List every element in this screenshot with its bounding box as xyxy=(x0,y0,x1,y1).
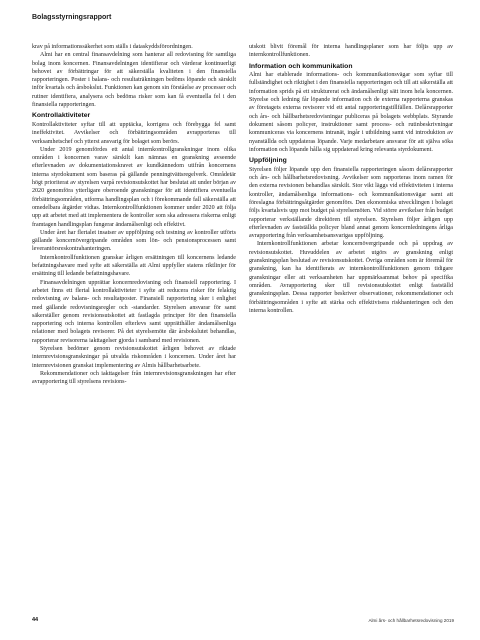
left-column xyxy=(32,43,236,603)
body-paragraph: Kontrollaktiviteter syftar till att upptäcka, korrigera och förebygga fel samt ineffektivitet. Avvikelser och förbättringsområden avrapporteras till verksamhetschef och ytterst ansvarig för bolaget som berörs. xyxy=(32,121,236,145)
body-paragraph: Internkontrollfunktionen arbetar koncernövergripande och på uppdrag av revisionsutskottet. Huvuddelen av arbetet utgörs av granskning enligt granskningsplan beslutad av revisionsutskottet. Övriga områden som är föremål för granskning, kan ha identifierats av internkontrollfunktionen genom tidigare granskningar eller att verksamheten har uppmärksammat behov på specifika områden. Avrapportering sker till revisionsutskottet enligt fastställd granskningsplan. Dessa rapporter beskriver observationer, rekommendationer och förbättringsområden i syfte att stärka och effektivisera riskhanteringen och den interna kontrollen. xyxy=(249,241,453,314)
section-heading: Uppföljning xyxy=(249,157,287,165)
body-paragraph: Almi har en central finansavdelning som hanterar all redovisning för samtliga bolag inom koncernen. Finansavdelningen identifierar och värderar kontinuerligt behovet av förbättringar för att säkerställa kvaliteten i den finansiella rapporteringen. Poster i balans- och resultaträkningen bedöms löpande och särskilt inför kvartals och årsbokslut. Funktionen kan genom sin förståelse av processer och rutiner identifiera, analysera och bedöma risker som kan få eventuella fel i den finansiella rapporteringen. xyxy=(32,52,236,109)
body-paragraph: Under året har flertalet insatser av uppföljning och testning av kontroller utförts gällande koncernövergripande områden som lön- och pensionsprocessen samt leverantörsreskontrahanteringen. xyxy=(32,229,236,253)
footer-publication-title: Almi års- och hållbarhetsredovisning 2019 xyxy=(368,618,454,623)
page-number: 44 xyxy=(32,617,39,623)
body-paragraph: Finansavdelningen upprättar koncernredovisning och finansiell rapportering. I arbetet finns ett flertal kontrollaktiviteter i syfte att reducera risker för felaktig redovisning av balans- och resultatposter. Finansiell rapportering sker i enlighet med gällande redovisningsregler och -standarder. Styrelsen ansvarar för samt säkerställer genom revisionsutskottet att fastlagda principer för den finansiella rapportering och interna kontrollen efterlevs samt upprätthåller ändamålsenliga relationer med bolagets revisorer. På det styrelsemöte där årsbokslutet behandlas, rapporterar revisorerna iakttagelser gjorda i samband med revisionen. xyxy=(32,279,236,344)
body-columns xyxy=(32,43,453,603)
body-paragraph: Styrelsen bedömer genom revisionsutskottet årligen behovet av riktade internrevisionsgranskningar på utvalda riskområden i koncernen. Under året har internrevisionen granskat implementering av Almis hållbarhetsarbete. xyxy=(32,345,236,369)
right-column xyxy=(249,43,453,603)
body-paragraph: Under 2019 genomfördes ett antal internkontrollgranskningar inom olika områden i koncernen varav särskilt kan nämnas en granskning avseende efterlevnaden av dokumentationskravet av kundkännedom utifrån koncernens interna styrdokument som baseras på gällande penningtvättsregelverk. Områdetär högt prioriterat av styrelsen varpå revisionsutskottet har beslutat att under början av 2020 genomföra ytterligare oberoende granskningar för att identifiera eventuella förbättringsområden, utforma handlingsplan och i förekommande fall säkerställa att omedelbara åtgärder vidtas. Internkontrollfunktionen kommer under 2020 att följa upp att arbetet med att implementera de kontroller som ska adressera riskerna enligt framtagen handlingsplan fungerar ändamålsenligt och effektivt. xyxy=(32,146,236,228)
body-paragraph: utskott blivit föremål för interna handlingsplaner som har följts upp av internkontrollfunktionen. xyxy=(249,44,453,59)
running-header: Bolagsstyrningsrapport xyxy=(32,14,112,21)
body-paragraph: Almi har etablerade informations- och kommunikationsvägar som syftar till fullständighet och riktighet i den finansiella rapporteringen och till att säkerställa att information sprids på ett strukturerat och ändamålsenligt sätt inom hela koncernen. Styrelse och ledning får löpande information och de externa rapporterna granskas av företagets externa revisorer vid ett antal rapporteringstillfällen. Delårsrapporter och års- och hållbarhetsredovisningar publiceras på bolagets webbplats. Styrande dokument såsom policyer, instruktioner samt process- och rutinbeskrivningar kommuniceras via koncernens intranät, ingår i utbildning samt vid introduktion av nyanställda och uppdateras löpande. Varje medarbetare ansvarar för att själva söka information och löpande hålla sig uppdaterad kring relevanta styrdokument. xyxy=(249,72,453,153)
body-paragraph: krav på informationssäkerhet som ställs i dataskyddsförordningen. xyxy=(32,44,193,50)
section-heading: Information och kommunikation xyxy=(249,62,353,70)
body-paragraph: Internkontrollfunktionen granskar årligen ersättningen till koncernens ledande befattningshavare med syfte att säkerställa att Almi uppfyller statens riktlinjer för ersättning till ledande befattningshavare. xyxy=(32,254,236,278)
section-heading: Kontrollaktiviteter xyxy=(32,112,91,120)
body-paragraph: Styrelsen följer löpande upp den finansiella rapporteringen såsom delårsrapporter och års- och hållbarhetsredovisning. Avvikelser som rapporteras inom ramen för den externa revisionen behandlas särskilt. Stor vikt läggs vid effektiviteten i interna kontroller, ändamålsenliga informations- och kommunikationsvägar samt att föreslagna förbättringsåtgärder genomförs. Den ekonomiska utvecklingen i bolaget följs kvartalsvis upp mot budget på styrelsemöten. Vid större avvikelser från budget rapporterar verkställande direktören till styrelsen. Styrelsen följer årligen upp efterlevnaden av fastställda policyer bland annat genom koncernledningens årliga avrapportering från verksamhetsansvarigas uppföljning. xyxy=(249,166,453,240)
body-paragraph: Rekommendationer och iakttagelser från internrevisionsgranskningen har efter avrapportering till styrelsens revisions- xyxy=(32,370,236,386)
